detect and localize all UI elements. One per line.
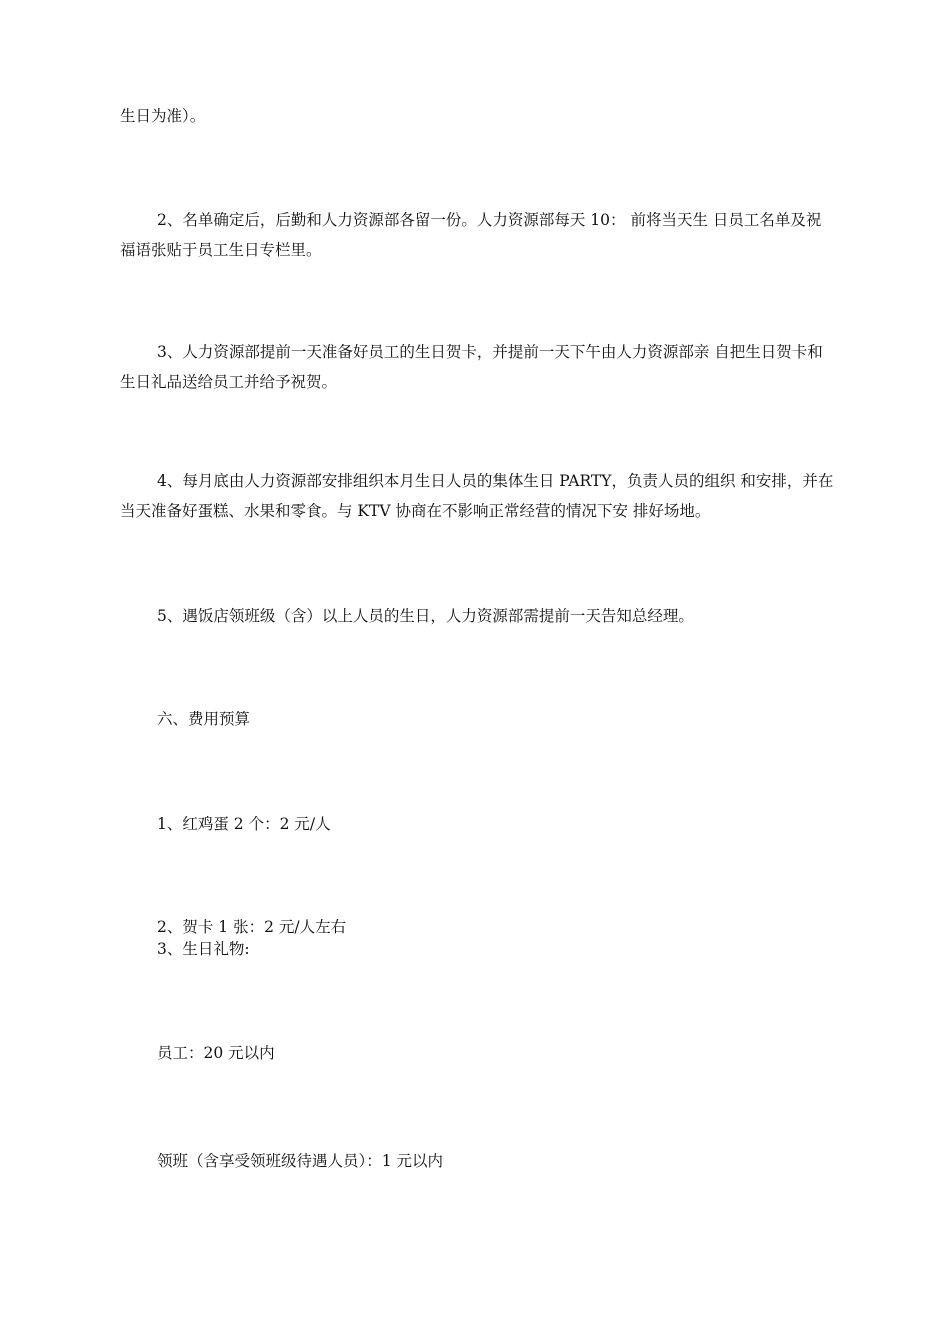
budget-item-birthday-gift: 3、生日礼物: (157, 940, 250, 958)
paragraph-item-4-party: 4、每月底由人力资源部安排组织本月生日人员的集体生日 PARTY，负责人员的组织 和安排，并在当天准备好蛋糕、水果和零食。与 KTV 协商在不影响正常经营的情况下安 排好场地。 (120, 472, 834, 520)
paragraph-birthday-basis: 生日为准）。 (120, 107, 206, 125)
gift-budget-supervisor: 领班（含享受领班级待遇人员）：1 元以内 (157, 1152, 444, 1170)
budget-item-greeting-card: 2、贺卡 1 张：2 元/人左右 (157, 918, 347, 936)
paragraph-item-5-manager-notice: 5、遇饭店领班级（含）以上人员的生日，人力资源部需提前一天告知总经理。 (157, 607, 694, 625)
paragraph-item-3-birthday-card: 3、人力资源部提前一天准备好员工的生日贺卡，并提前一天下午由人力资源部亲 自把生日贺卡和生日礼品送给员工并给予祝贺。 (120, 343, 823, 391)
paragraph-item-2-name-list: 2、名单确定后，后勤和人力资源部各留一份。人力资源部每天 10： 前将当天生 日员工名单及祝福语张贴于员工生日专栏里。 (120, 211, 822, 259)
budget-item-red-eggs: 1、红鸡蛋 2 个：2 元/人 (157, 815, 331, 833)
gift-budget-staff: 员工：20 元以内 (157, 1044, 275, 1062)
section-heading-budget: 六、费用预算 (157, 710, 251, 728)
